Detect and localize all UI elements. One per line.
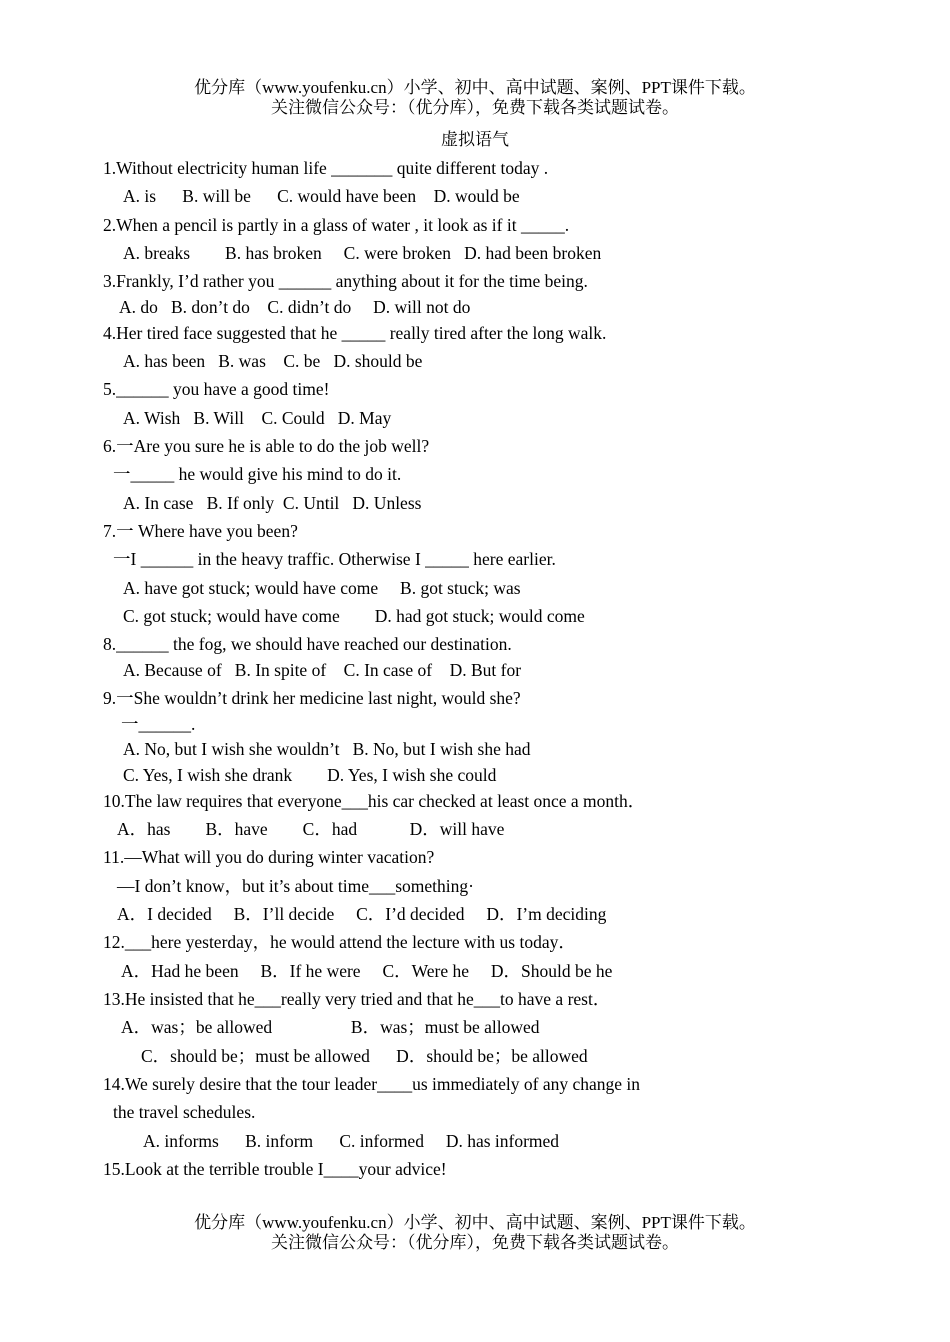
question-12: 12.___here yesterday，he would attend the lecture with us today． <box>103 932 576 952</box>
question-9: 9.一She wouldn’t drink her medicine last night, would she? <box>103 688 521 708</box>
question-4-options: A. has been B. was C. be D. should be <box>123 351 423 371</box>
question-6: 6.一Are you sure he is able to do the job well? <box>103 436 430 456</box>
footer-line-2: 关注微信公众号：（优分库），免费下载各类试题试卷。 <box>271 1233 679 1252</box>
question-1: 1.Without electricity human life _______ quite different today . <box>103 158 549 178</box>
question-13-options-ab: A．was；be allowed B．was；must be allowed <box>121 1017 540 1037</box>
question-14-continued: the travel schedules. <box>113 1102 256 1122</box>
question-15: 15.Look at the terrible trouble I____your advice! <box>103 1159 447 1179</box>
question-9-options-ab: A. No, but I wish she wouldn’t B. No, but I wish she had <box>123 739 531 759</box>
question-3-options: A. do B. don’t do C. didn’t do D. will not do <box>119 297 471 317</box>
question-11: 11.—What will you do during winter vacation? <box>103 847 435 867</box>
question-13-options-cd: C．should be；must be allowed D．should be；be allowed <box>141 1046 588 1066</box>
question-11-reply: —I don’t know，but it’s about time___something· <box>117 876 474 896</box>
document-title: 虚拟语气 <box>441 130 509 149</box>
question-6-reply: 一_____ he would give his mind to do it. <box>113 464 402 484</box>
question-1-options: A. is B. will be C. would have been D. would be <box>123 186 520 206</box>
question-8: 8.______ the fog, we should have reached our destination. <box>103 634 512 654</box>
question-7-reply: 一I ______ in the heavy traffic. Otherwise I _____ here earlier. <box>113 549 556 569</box>
question-11-options: A．I decided B．I’ll decide C．I’d decided D．I’m deciding <box>117 904 607 924</box>
question-2: 2.When a pencil is partly in a glass of water , it look as if it _____. <box>103 215 570 235</box>
question-12-options: A．Had he been B．If he were C．Were he D．Should be he <box>121 961 613 981</box>
question-7-options-ab: A. have got stuck; would have come B. got stuck; was <box>123 578 521 598</box>
question-9-options-cd: C. Yes, I wish she drank D. Yes, I wish she could <box>123 765 497 785</box>
question-8-options: A. Because of B. In spite of C. In case of D. But for <box>123 660 522 680</box>
question-3: 3.Frankly, I’d rather you ______ anything about it for the time being. <box>103 271 588 291</box>
footer-line-1: 优分库（www.youfenku.cn）小学、初中、高中试题、案例、PPT课件下载。 <box>194 1213 756 1232</box>
question-14: 14.We surely desire that the tour leader____us immediately of any change in <box>103 1074 641 1094</box>
question-10-options: A．has B．have C．had D．will have <box>117 819 505 839</box>
question-10: 10.The law requires that everyone___his car checked at least once a month． <box>103 791 646 811</box>
question-6-options: A. In case B. If only C. Until D. Unless <box>123 493 422 513</box>
question-5: 5.______ you have a good time! <box>103 379 330 399</box>
question-2-options: A. breaks B. has broken C. were broken D. had been broken <box>123 243 602 263</box>
question-4: 4.Her tired face suggested that he _____ really tired after the long walk. <box>103 323 607 343</box>
header-line-2: 关注微信公众号：（优分库），免费下载各类试题试卷。 <box>271 98 679 117</box>
question-13: 13.He insisted that he___really very tried and that he___to have a rest． <box>103 989 611 1009</box>
header-line-1: 优分库（www.youfenku.cn）小学、初中、高中试题、案例、PPT课件下载。 <box>194 78 756 97</box>
question-9-reply: 一______. <box>121 714 196 734</box>
question-7: 7.一 Where have you been? <box>103 521 298 541</box>
question-14-options: A. informs B. inform C. informed D. has informed <box>143 1131 560 1151</box>
question-5-options: A. Wish B. Will C. Could D. May <box>123 408 392 428</box>
question-7-options-cd: C. got stuck; would have come D. had got stuck; would come <box>123 606 585 626</box>
